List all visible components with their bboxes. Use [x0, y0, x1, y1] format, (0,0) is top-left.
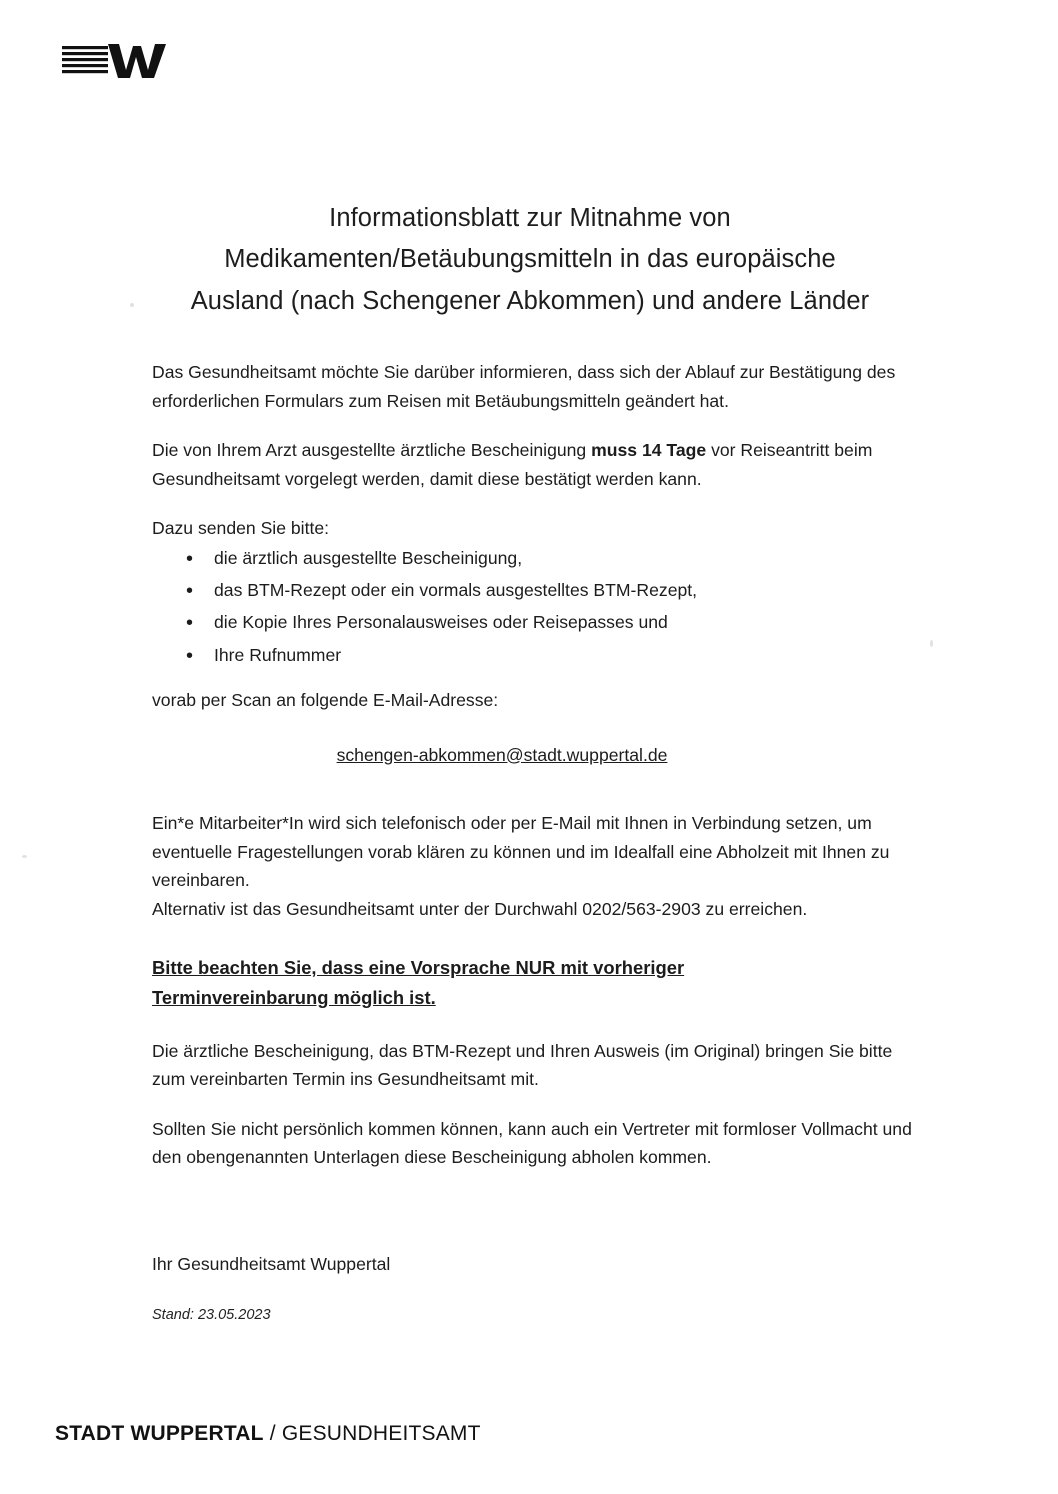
scan-speck: [930, 640, 933, 647]
paragraph-intro: Das Gesundheitsamt möchte Sie darüber informieren, dass sich der Ablauf zur Bestätigung des erforderlichen Formulars zum Reisen mit Betäubungsmitteln geändert hat.: [152, 362, 896, 411]
scan-speck: [130, 303, 134, 307]
deadline-text-post: vor Reiseantritt beim Gesundheitsamt vorgelegt werden, damit diese bestätigt werden kann.: [152, 440, 873, 489]
document-body: [152, 358, 912, 1328]
footer-city: STADT WUPPERTAL: [55, 1422, 264, 1445]
title-line-2: Medikamenten/Betäubungsmitteln in das europäische: [224, 245, 836, 274]
wuppertal-logo: [62, 40, 177, 82]
email-line: [152, 741, 912, 770]
paragraph-send-intro: Dazu senden Sie bitte:: [152, 518, 330, 538]
deadline-text-pre: Die von Ihrem Arzt ausgestellte ärztliche Bescheinigung: [152, 440, 592, 460]
list-item: • die Kopie Ihres Personalausweises oder Reisepasses und: [214, 609, 912, 635]
paragraph-proxy: Sollten Sie nicht persönlich kommen können, kann auch ein Vertreter mit formloser Vollmacht und den obengenannten Unterlagen diese Bescheinigung abholen kommen.: [152, 1118, 912, 1168]
paragraph-bring: Die ärztliche Bescheinigung, das BTM-Rezept und Ihren Ausweis (im Original) bringen Sie bitte zum vereinbarten Termin ins Gesundheitsamt mit.: [152, 1040, 893, 1090]
list-item: • das BTM-Rezept oder ein vormals ausgestelltes BTM-Rezept,: [214, 577, 912, 603]
requirements-list: [152, 545, 912, 669]
page-title: [110, 198, 950, 322]
paragraph-alternative: Alternativ ist das Gesundheitsamt unter der Durchwahl 0202/563-2903 zu erreichen.: [152, 898, 808, 919]
list-item: • Ihre Rufnummer: [214, 642, 912, 668]
title-line-3: Ausland (nach Schengener Abkommen) und andere Länder: [190, 286, 870, 315]
page-footer: [55, 1422, 481, 1446]
appointment-notice: Bitte beachten Sie, dass eine Vorsprache NUR mit vorheriger Terminvereinbarung möglich ist.: [152, 957, 685, 1008]
footer-separator: /: [263, 1422, 282, 1445]
paragraph-scan: vorab per Scan an folgende E-Mail-Adresse:: [152, 690, 499, 711]
scan-speck: [22, 855, 27, 858]
deadline-emphasis: muss 14 Tage: [591, 440, 707, 460]
list-item: • die ärztlich ausgestellte Bescheinigung,: [214, 545, 912, 571]
footer-department: GESUNDHEITSAMT: [281, 1422, 481, 1445]
paragraph-contact: Ein*e Mitarbeiter*In wird sich telefonisch oder per E-Mail mit Ihnen in Verbindung setzen, um eventuelle Fragestellungen vorab klären zu können und im Idealfall eine Abholzeit mit Ihnen zu vereinbaren.: [152, 813, 890, 891]
paragraph-deadline: [152, 436, 912, 493]
email-link[interactable]: schengen-abkommen@stadt.wuppertal.de: [336, 744, 668, 765]
signature-line: Ihr Gesundheitsamt Wuppertal: [152, 1253, 391, 1274]
title-line-1: Informationsblatt zur Mitnahme von: [329, 204, 731, 232]
document-date: Stand: 23.05.2023: [152, 1307, 271, 1324]
